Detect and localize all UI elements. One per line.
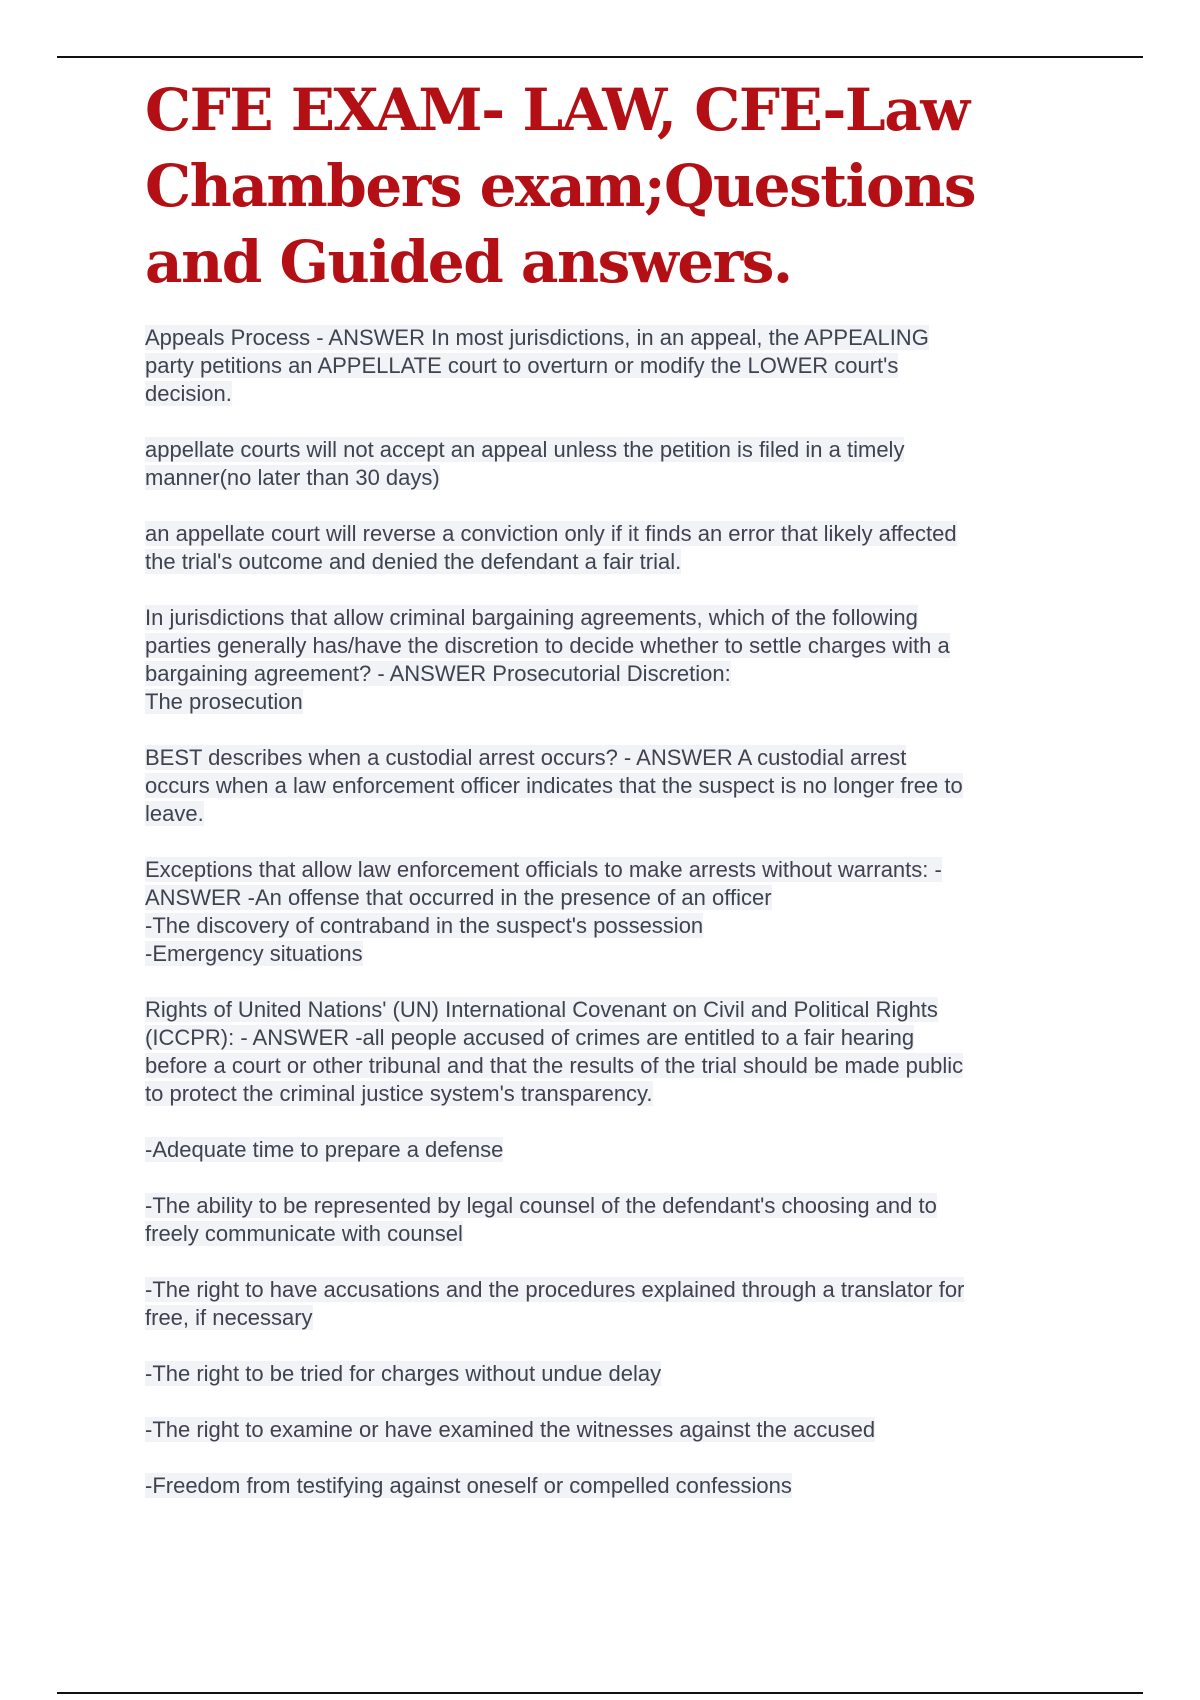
paragraph-line-text: to protect the criminal justice system's transparency. bbox=[145, 1081, 653, 1106]
paragraph-line-text: occurs when a law enforcement officer indicates that the suspect is no longer free to bbox=[145, 773, 963, 798]
paragraph-line bbox=[145, 884, 1060, 912]
paragraph bbox=[145, 996, 1060, 1108]
paragraph-line-text: before a court or other tribunal and that the results of the trial should be made public bbox=[145, 1053, 964, 1078]
paragraph-line-text: leave. bbox=[145, 801, 204, 826]
paragraph-line-text: party petitions an APPELLATE court to overturn or modify the LOWER court's bbox=[145, 353, 899, 378]
document-title bbox=[145, 72, 1105, 300]
paragraph-line bbox=[145, 632, 1060, 660]
paragraph-line bbox=[145, 548, 1060, 576]
paragraph bbox=[145, 604, 1060, 716]
paragraph-line-text: an appellate court will reverse a conviction only if it finds an error that likely affected bbox=[145, 521, 957, 546]
paragraph-line-text: BEST describes when a custodial arrest occurs? - ANSWER A custodial arrest bbox=[145, 745, 907, 770]
paragraph-line bbox=[145, 436, 1060, 464]
paragraph-line-text: -Emergency situations bbox=[145, 941, 363, 966]
paragraph bbox=[145, 1360, 1060, 1388]
paragraph-line-text: -Freedom from testifying against oneself or compelled confessions bbox=[145, 1473, 792, 1498]
paragraph-line-text: bargaining agreement? - ANSWER Prosecutorial Discretion: bbox=[145, 661, 731, 686]
paragraph-line-text: Appeals Process - ANSWER In most jurisdictions, in an appeal, the APPEALING bbox=[145, 325, 929, 350]
paragraph-line bbox=[145, 520, 1060, 548]
paragraph bbox=[145, 1136, 1060, 1164]
paragraph-line bbox=[145, 1416, 1060, 1444]
paragraph bbox=[145, 520, 1060, 576]
paragraph bbox=[145, 436, 1060, 492]
paragraph bbox=[145, 1472, 1060, 1500]
paragraph-line bbox=[145, 352, 1060, 380]
paragraph-line-text: In jurisdictions that allow criminal bargaining agreements, which of the following bbox=[145, 605, 918, 630]
paragraph-line-text: decision. bbox=[145, 381, 232, 406]
bottom-rule bbox=[57, 1692, 1143, 1694]
paragraph bbox=[145, 744, 1060, 828]
paragraph-line-text: manner(no later than 30 days) bbox=[145, 465, 440, 490]
paragraph bbox=[145, 1416, 1060, 1444]
paragraph-line-text: Rights of United Nations' (UN) International Covenant on Civil and Political Rights bbox=[145, 997, 938, 1022]
paragraph-line-text: (ICCPR): - ANSWER -all people accused of crimes are entitled to a fair hearing bbox=[145, 1025, 915, 1050]
paragraph-line bbox=[145, 940, 1060, 968]
paragraph-line bbox=[145, 1052, 1060, 1080]
paragraph-line bbox=[145, 1080, 1060, 1108]
paragraph-line-text: -The right to examine or have examined the witnesses against the accused bbox=[145, 1417, 876, 1442]
document-body bbox=[145, 324, 1060, 1528]
paragraph-line bbox=[145, 688, 1060, 716]
paragraph-line-text: ANSWER -An offense that occurred in the presence of an officer bbox=[145, 885, 772, 910]
paragraph-line-text: -The right to have accusations and the procedures explained through a translator for bbox=[145, 1277, 965, 1302]
paragraph-line-text: -The discovery of contraband in the suspect's possession bbox=[145, 913, 704, 938]
paragraph-line bbox=[145, 772, 1060, 800]
paragraph bbox=[145, 856, 1060, 968]
paragraph-line bbox=[145, 1276, 1060, 1304]
paragraph-line bbox=[145, 380, 1060, 408]
title-line-2: Chambers exam;Questions bbox=[145, 152, 976, 220]
paragraph-line-text: Exceptions that allow law enforcement officials to make arrests without warrants: - bbox=[145, 857, 942, 882]
paragraph-line bbox=[145, 744, 1060, 772]
paragraph-line bbox=[145, 996, 1060, 1024]
paragraph-line bbox=[145, 1220, 1060, 1248]
paragraph-line bbox=[145, 1360, 1060, 1388]
paragraph-line-text: -Adequate time to prepare a defense bbox=[145, 1137, 504, 1162]
top-rule bbox=[57, 56, 1143, 58]
paragraph-line bbox=[145, 800, 1060, 828]
paragraph-line-text: freely communicate with counsel bbox=[145, 1221, 463, 1246]
paragraph-line bbox=[145, 1472, 1060, 1500]
paragraph-line-text: -The ability to be represented by legal counsel of the defendant's choosing and to bbox=[145, 1193, 937, 1218]
paragraph-line bbox=[145, 1304, 1060, 1332]
paragraph bbox=[145, 1192, 1060, 1248]
paragraph-line-text: -The right to be tried for charges without undue delay bbox=[145, 1361, 662, 1386]
paragraph bbox=[145, 324, 1060, 408]
paragraph-line bbox=[145, 604, 1060, 632]
paragraph-line bbox=[145, 324, 1060, 352]
paragraph-line-text: appellate courts will not accept an appeal unless the petition is filed in a timely bbox=[145, 437, 905, 462]
paragraph-line-text: parties generally has/have the discretion to decide whether to settle charges with a bbox=[145, 633, 950, 658]
paragraph-line bbox=[145, 660, 1060, 688]
paragraph-line bbox=[145, 1192, 1060, 1220]
paragraph-line-text: the trial's outcome and denied the defendant a fair trial. bbox=[145, 549, 682, 574]
paragraph-line bbox=[145, 856, 1060, 884]
paragraph-line bbox=[145, 464, 1060, 492]
paragraph-line-text: free, if necessary bbox=[145, 1305, 313, 1330]
paragraph-line bbox=[145, 912, 1060, 940]
title-line-1: CFE EXAM- LAW, CFE-Law bbox=[145, 76, 969, 144]
paragraph-line bbox=[145, 1136, 1060, 1164]
paragraph-line bbox=[145, 1024, 1060, 1052]
paragraph bbox=[145, 1276, 1060, 1332]
paragraph-line-text: The prosecution bbox=[145, 689, 303, 714]
title-line-3: and Guided answers. bbox=[145, 228, 792, 296]
